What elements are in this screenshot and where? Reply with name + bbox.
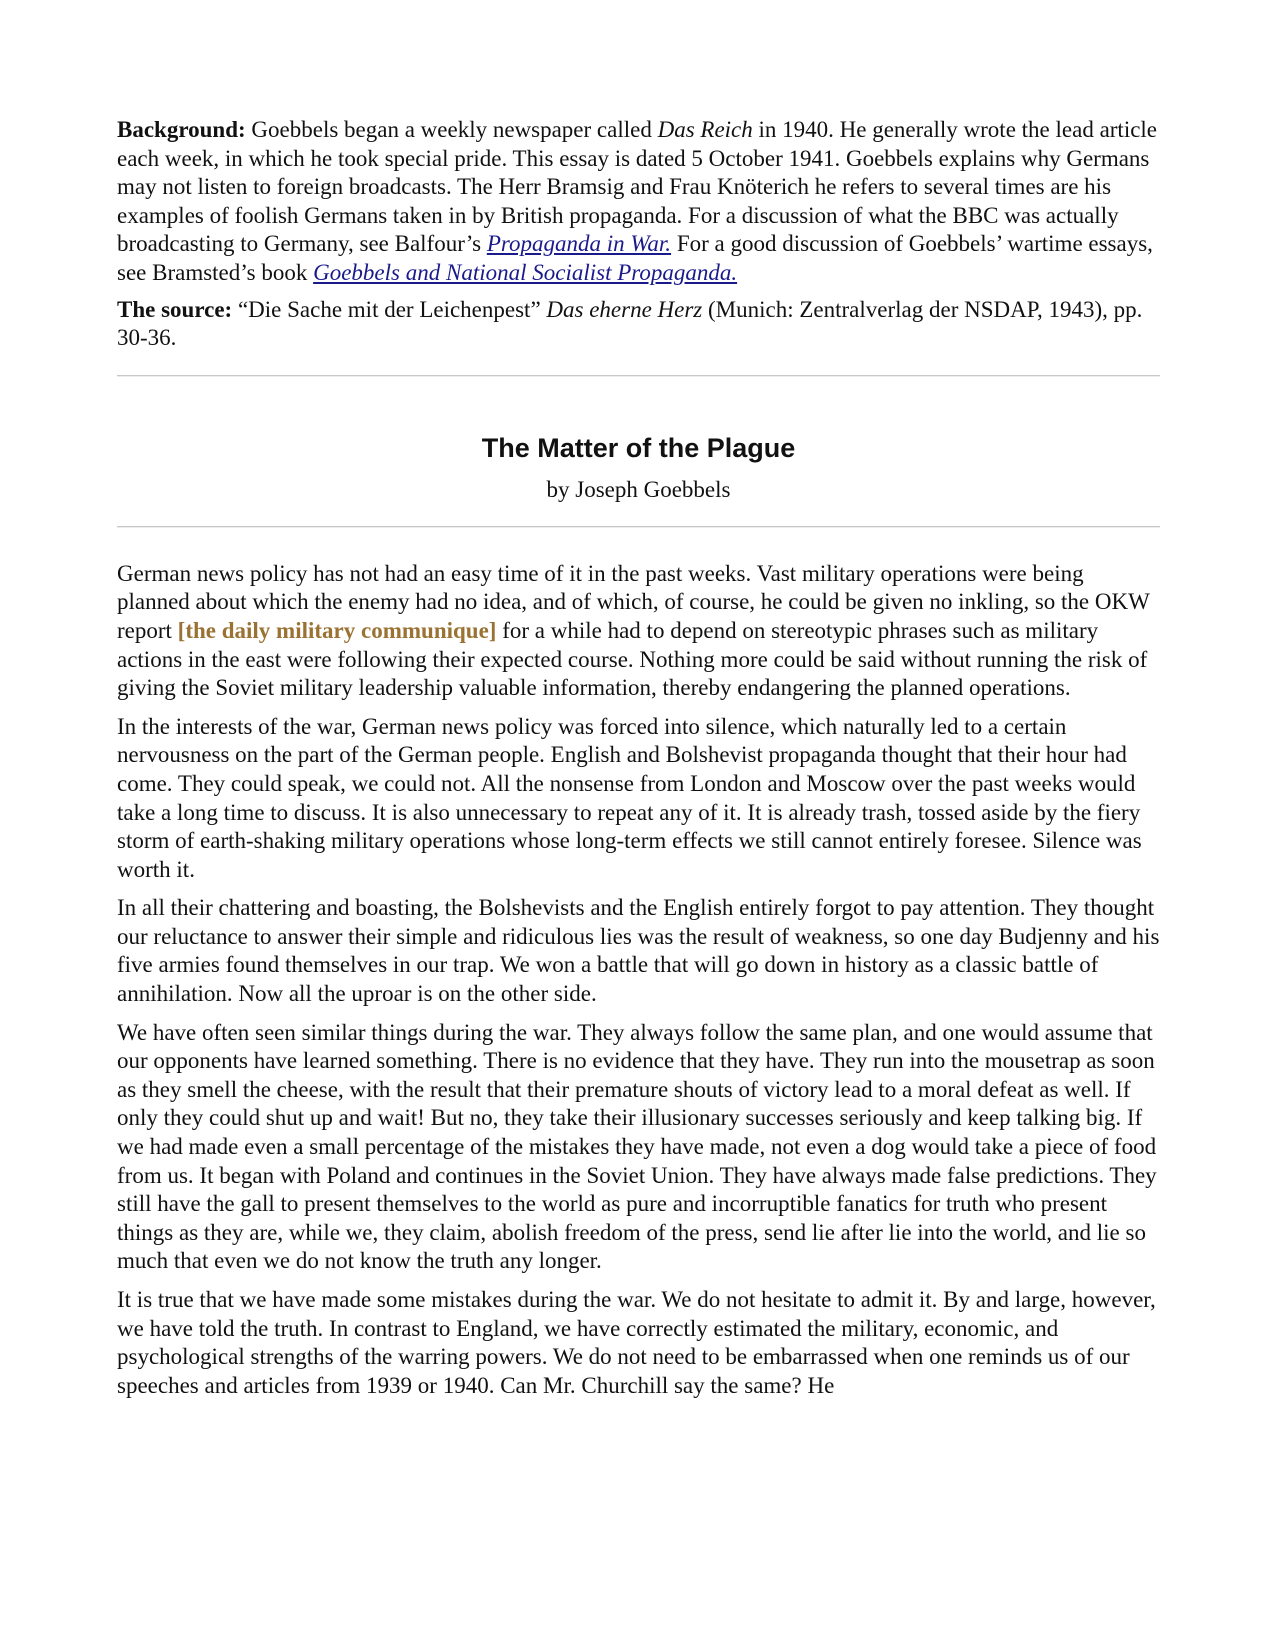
article-paragraph-5: It is true that we have made some mistakes during the war. We do not hesitate to admit it. By and large, however, we have told the truth. In contrast to England, we have correctly estimated the military, economic, and psychological strengths of the warring powers. We do not need to be embarrassed when one reminds us of our speeches and articles from 1939 or 1940. Can Mr. Churchill say the same? He [117, 1287, 1156, 1398]
background-paragraph [117, 116, 1160, 288]
article-byline: by Joseph Goebbels [546, 476, 731, 502]
article-paragraph-4: We have often seen similar things during the war. They always follow the same plan, and one would assume that our opponents have learned something. There is no evidence that they have. They run into the mousetrap as soon as they smell the cheese, with the result that their premature shouts of victory lead to a moral defeat as well. If only they could shut up and wait! But no, they take their illusionary successes seriously and keep talking big. If we had made even a small percentage of the mistakes they have made, not even a dog would take a piece of food from us. It began with Poland and continues in the Soviet Union. They have always made false predictions. They still have the gall to present themselves to the world as pure and incorruptible fanatics for truth who present things as they are, while we, they claim, abolish freedom of the press, send lie after lie into the world, and lie so much that even we do not know the truth any longer. [117, 1019, 1157, 1274]
article-paragraph-3: In all their chattering and boasting, the Bolshevists and the English entirely forgot to pay attention. They thought our reluctance to answer their simple and ridiculous lies was the result of weakness, so one day Budjenny and his five armies found themselves in our trap. We won a battle that will go down in history as a classic battle of annihilation. Now all the uproar is on the other side. [117, 895, 1160, 1007]
goebbels-propaganda-link[interactable]: Goebbels and National Socialist Propaganda. [313, 259, 738, 285]
paragraph-1-text-before: German news policy has not had an easy time of it in the past weeks. Vast military operations were being planned about which the enemy had no idea, and of which, of course, he could be given no inkling, so the OKW report [117, 560, 1150, 643]
paragraph-1-text-after: for a while had to depend on stereotypic phrases such as military actions in the east were following their expected course. Nothing more could be said without running the risk of giving the Soviet military leadership valuable information, thereby endangering the planned operations. [117, 617, 1148, 701]
editorial-note: [the daily military communique] [177, 617, 497, 643]
source-text-2: (Munich: Zentralverlag der NSDAP, 1943), pp. 30-36. [117, 296, 1143, 351]
article-paragraph-1 [117, 560, 1160, 703]
divider-top [117, 375, 1160, 377]
source-text-1: “Die Sache mit der Leichenpest” [232, 296, 547, 322]
article-title: The Matter of the Plague [481, 432, 796, 463]
article-paragraph-2: In the interests of the war, German news policy was forced into silence, which naturally led to a certain nervousness on the part of the German people. English and Bolshevist propaganda thought that their hour had come. They could speak, we could not. All the nonsense from London and Moscow over the past weeks would take a long time to discuss. It is also unnecessary to repeat any of it. It is already trash, tossed aside by the fiery storm of earth-shaking military operations whose long-term effects we still cannot entirely foresee. Silence was worth it. [117, 713, 1142, 882]
background-text-1: Goebbels began a weekly newspaper called [245, 117, 658, 142]
propaganda-in-war-link[interactable]: Propaganda in War. [486, 231, 672, 257]
divider-bottom [117, 526, 1160, 528]
background-text-2: in 1940. He generally wrote the lead article each week, in which he took special pride. This essay is dated 5 October 1941. Goebbels explains why Germans may not listen to foreign broadcasts. The Herr Bramsig and Frau Knöterich he refers to several times are his examples of foolish Germans taken in by British propaganda. For a discussion of what the BBC was actually broadcasting to Germany, see Balfour’s [117, 117, 1158, 257]
background-label: Background: [117, 117, 246, 142]
newspaper-name: Das Reich [657, 117, 753, 142]
background-text-3: For a good discussion of Goebbels’ wartime essays, see Bramsted’s book [117, 231, 1153, 285]
source-book: Das eherne Herz [546, 296, 703, 322]
source-paragraph [117, 296, 1160, 353]
source-label: The source: [117, 296, 233, 322]
